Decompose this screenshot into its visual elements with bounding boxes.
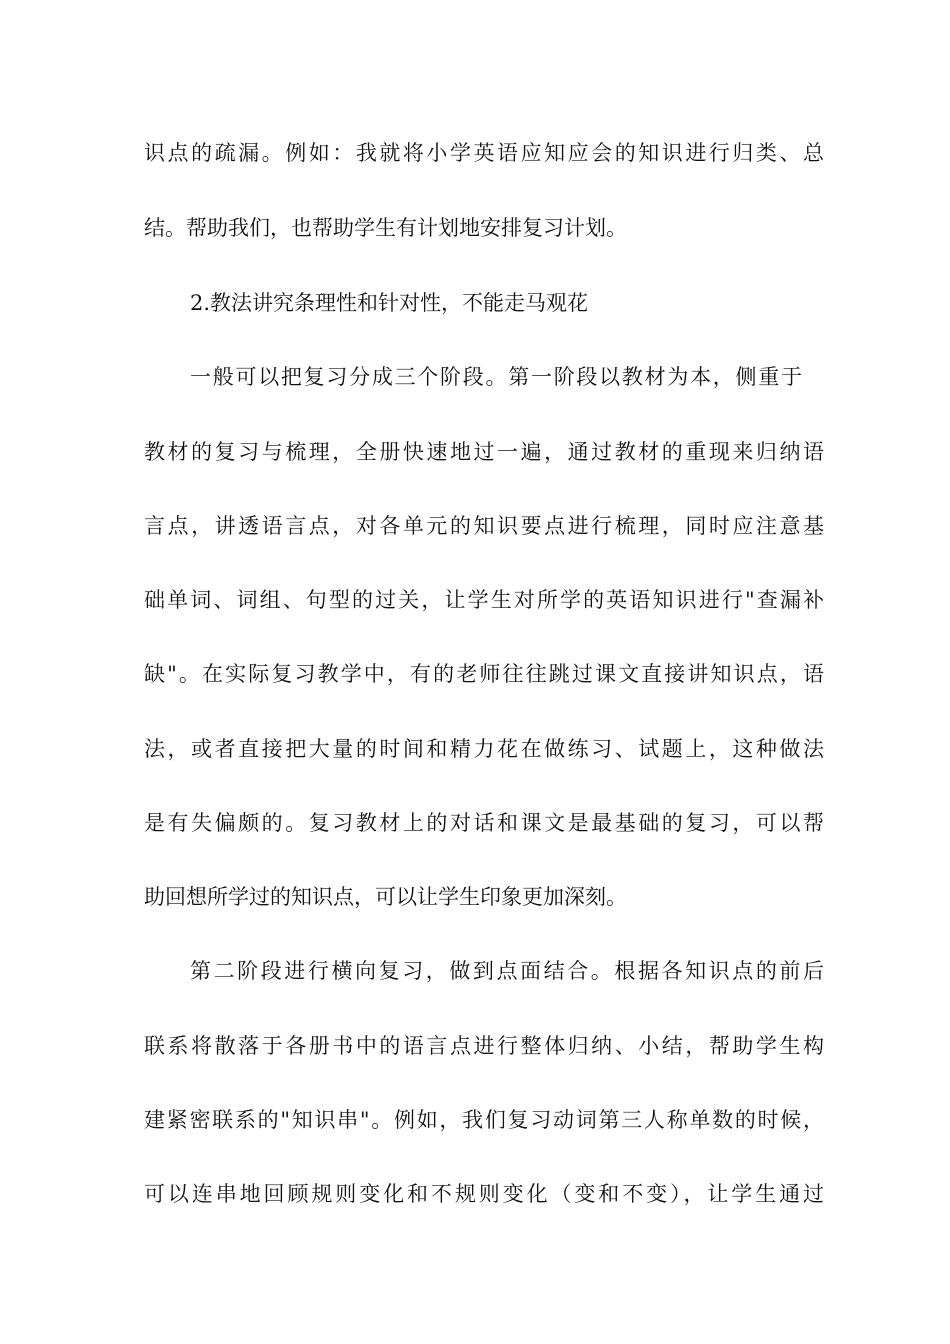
text-line: 言点，讲透语言点，对各单元的知识要点进行梳理，同时应注意基 <box>144 514 824 538</box>
text-line: 一般可以把复习分成三个阶段。第一阶段以教材为本，侧重于 <box>190 365 802 389</box>
text-line: 识点的疏漏。例如：我就将小学英语应知应会的知识进行归类、总 <box>144 141 824 165</box>
text-line: 教材的复习与梳理，全册快速地过一遍，通过教材的重现来归纳语 <box>144 440 824 464</box>
text-line: 可以连串地回顾规则变化和不规则变化（变和不变），让学生通过 <box>144 1182 824 1206</box>
text-line: 是有失偏颇的。复习教材上的对话和课文是最基础的复习，可以帮 <box>144 811 824 835</box>
text-line: 助回想所学过的知识点，可以让学生印象更加深刻。 <box>144 885 627 909</box>
text-line: 联系将散落于各册书中的语言点进行整体归纳、小结，帮助学生构 <box>144 1034 824 1058</box>
text-line: 法，或者直接把大量的时间和精力花在做练习、试题上，这种做法 <box>144 737 824 761</box>
text-line: 第二阶段进行横向复习，做到点面结合。根据各知识点的前后 <box>190 959 824 983</box>
text-line: 建紧密联系的"知识串"。例如，我们复习动词第三人称单数的时候， <box>144 1108 824 1132</box>
text-line: 结。帮助我们，也帮助学生有计划地安排复习计划。 <box>144 216 627 240</box>
text-line: 缺"。在实际复习教学中，有的老师往往跳过课文直接讲知识点，语 <box>144 662 824 686</box>
text-line: 础单词、词组、句型的过关，让学生对所学的英语知识进行"查漏补 <box>144 588 824 612</box>
section-heading: 2.教法讲究条理性和针对性，不能走马观花 <box>190 291 589 315</box>
